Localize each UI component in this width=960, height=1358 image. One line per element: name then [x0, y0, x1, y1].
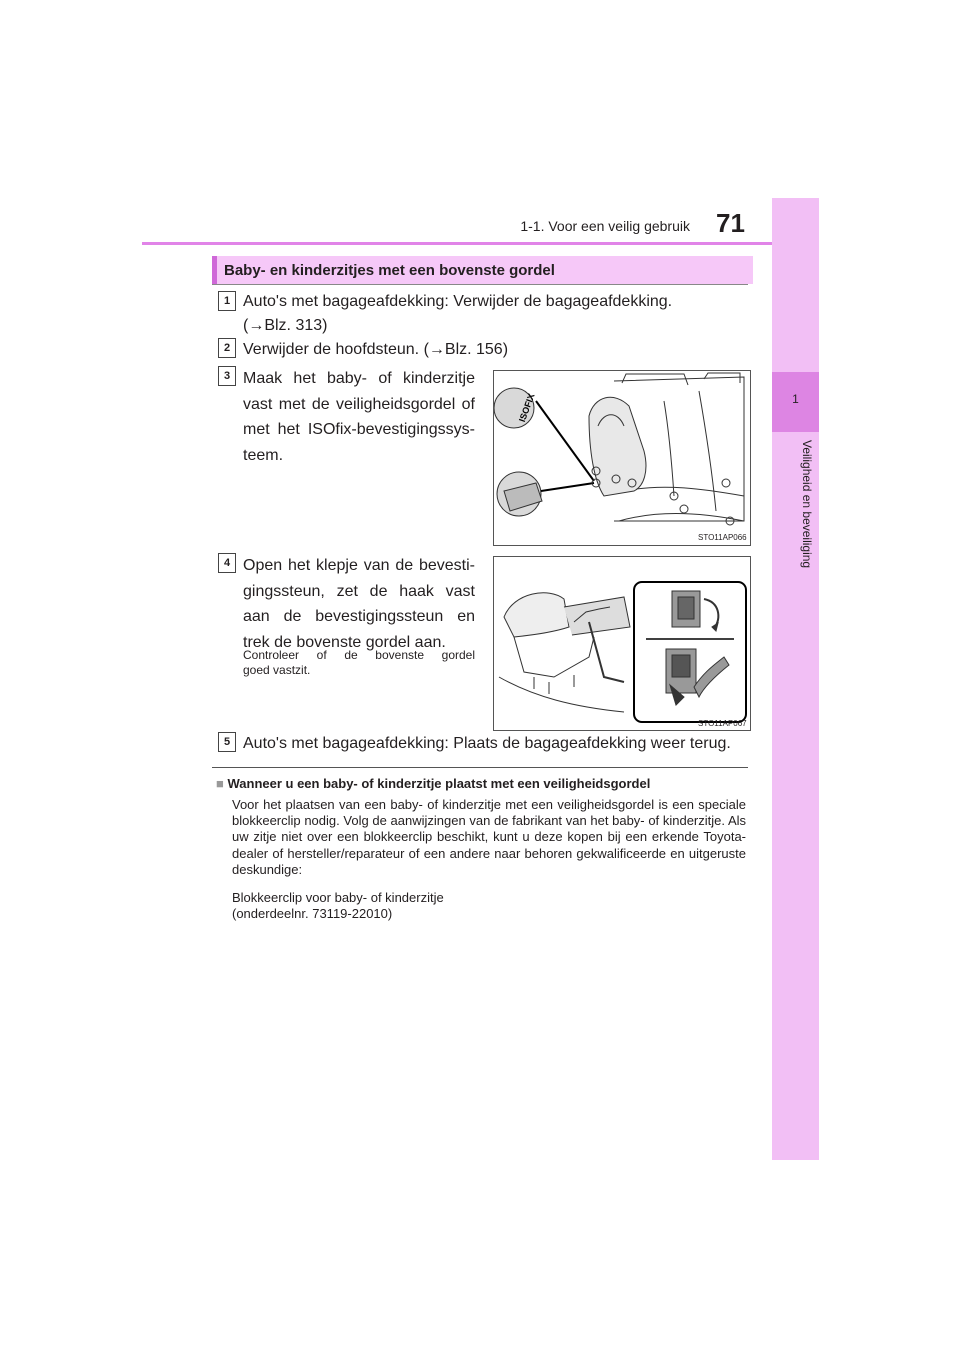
isofix-seat-illustration	[494, 371, 750, 545]
step-3-line: vast met de veiligheidsgordel of	[243, 395, 475, 413]
step-4-line: Open het klepje van de bevesti-	[243, 557, 475, 574]
step-number: 1	[218, 291, 236, 311]
note-paragraph: Voor het plaatsen van een baby- of kinderzitje met een veiligheidsgordel is een speciale blokkeerclip nodig. Volg de aanwijzingen van de fabrikant van het baby- of kinderzitje. Als uw zitje niet over een blokkeerclip beschikt, kunt u deze kopen bij een erkende Toyota-dealer of hersteller/reparateur of een andere naar behoren gekwalificeerde en uitgeruste deskundige:	[232, 797, 746, 877]
chapter-number: 1	[792, 392, 799, 406]
banner-underline	[212, 284, 748, 285]
note-title: Wanneer u een baby- of kinderzitje plaatst met een veiligheidsgordel	[227, 776, 651, 791]
figure-code: STO11AP067	[698, 719, 747, 728]
step-1-text	[243, 290, 753, 338]
note-bullet: ■	[216, 776, 224, 791]
step-number: 4	[218, 553, 236, 573]
figure-code: STO11AP066	[698, 533, 747, 542]
top-tether-illustration	[494, 557, 750, 730]
step-4-line: aan de bevestigingssteun en	[243, 608, 475, 625]
page-number: 71	[716, 208, 745, 238]
note-heading	[216, 776, 650, 791]
step-5-text: Auto's met bagageafdekking: Plaats de bagageafdekking weer terug.	[243, 735, 731, 752]
step-number: 5	[218, 732, 236, 752]
step-1-reference: (→Blz. 313)	[243, 317, 328, 334]
step-4-line: trek de bovenste gordel aan.	[243, 633, 446, 651]
figure-isofix-seat	[493, 370, 751, 546]
chapter-title: Veiligheid en beveiliging	[800, 440, 814, 569]
step-4-subnote	[243, 648, 475, 678]
step-2-text: Verwijder de hoofdsteun. (→Blz. 156)	[243, 341, 509, 358]
step-3-line: Maak het baby- of kinderzitje	[243, 370, 475, 387]
step-4-text	[243, 553, 475, 655]
step-4-line: gingssteun, zet de haak vast	[243, 582, 475, 600]
step-4-subnote-line: Controleer of de bovenste gordel	[243, 648, 475, 662]
note-part-number	[232, 890, 632, 922]
note-part-line: (onderdeelnr. 73119-22010)	[232, 906, 393, 922]
step-number: 3	[218, 366, 236, 386]
isofix-label: ISOFIX	[517, 392, 537, 424]
step-3-line: met het ISOfix-bevestigingssys-	[243, 421, 475, 438]
step-3-text	[243, 366, 475, 468]
step-4-subnote-line: goed vastzit.	[243, 663, 311, 677]
step-1-line: Auto's met bagageafdekking: Verwijder de bagageafdekking.	[243, 293, 673, 310]
step-number: 2	[218, 338, 236, 358]
header-divider	[142, 242, 790, 245]
section-title: Baby- en kinderzitjes met een bovenste gordel	[224, 262, 555, 279]
running-header-section: 1-1. Voor een veilig gebruik	[520, 218, 690, 234]
step-3-line: teem.	[243, 446, 284, 464]
note-part-line: Blokkeerclip voor baby- of kinderzitje	[232, 890, 444, 905]
figure-top-tether	[493, 556, 751, 731]
notes-divider	[212, 767, 748, 768]
